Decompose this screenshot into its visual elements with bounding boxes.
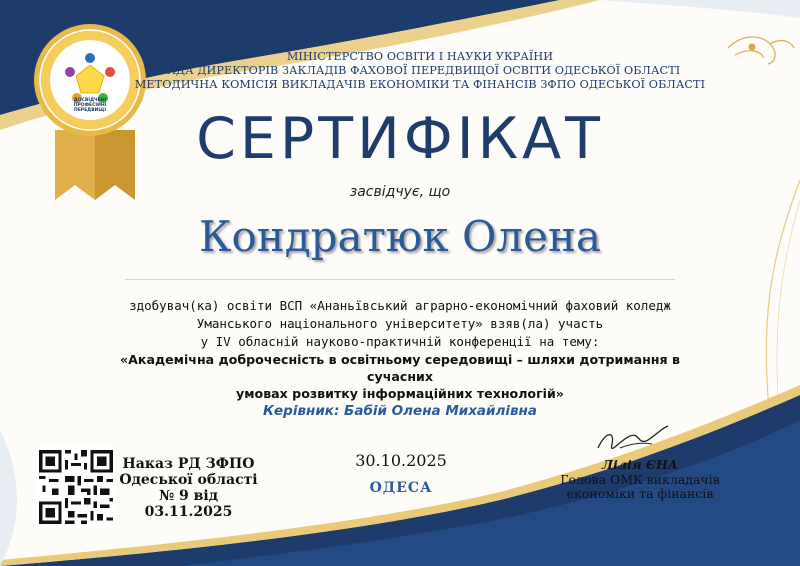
order-line: № 9 від 03.11.2025 [144, 488, 233, 520]
signatory-name: Лілія ЄНА [602, 457, 678, 472]
body-line: Уманського національного університету» взяв(ла) участь [196, 316, 604, 331]
badge-label: ДОСВІДЧЕНІ ПРОФЕСІЙНІ ПЕРЕДВИЩІ [73, 98, 107, 113]
body-line: у IV обласній науково-практичній конференції на тему: [200, 334, 600, 349]
divider [125, 279, 675, 280]
signatory-title: Голова ОМК викладачів [560, 471, 720, 487]
order-line: Одеської області [119, 472, 258, 488]
header-line-commission: МЕТОДИЧНА КОМІСІЯ ВИКЛАДАЧІВ ЕКОНОМІКИ ТА ФІНАНСІВ ЗФПО ОДЕСЬКОЇ ОБЛАСТІ [134, 78, 706, 91]
certificate-body [60, 297, 740, 420]
certificate-subtitle: засвідчує, що [349, 184, 451, 200]
issuer-header [120, 50, 720, 92]
issue-city: ОДЕСА [369, 480, 433, 496]
conference-topic-line: умовах розвитку інформаційних технологій» [236, 386, 564, 401]
header-line-council: РАДА ДИРЕКТОРІВ ЗАКЛАДІВ ФАХОВОЇ ПЕРЕДВИЩОЇ ОСВІТИ ОДЕСЬКОЇ ОБЛАСТІ [159, 64, 681, 77]
order-reference [116, 456, 261, 520]
conference-topic-line: сучасних [367, 369, 433, 384]
order-line: Наказ РД ЗФПО [122, 456, 255, 472]
signatory-title: економіки та фінансів [566, 486, 714, 501]
supervisor-line: Керівник: Бабій Олена Михайлівна [262, 403, 537, 419]
certificate-title: СЕРТИФІКАТ [196, 106, 604, 172]
body-line: здобувач(ка) освіти ВСП «Ананьївський аграрно-економічний фаховий коледж [129, 298, 671, 313]
qr-code[interactable] [36, 446, 116, 528]
issue-date: 30.10.2025 [355, 451, 447, 470]
recipient-name: Кондратюк Олена [199, 212, 601, 261]
header-line-ministry: МІНІСТЕРСТВО ОСВІТИ І НАУКИ УКРАЇНИ [286, 50, 554, 63]
signatory-block [540, 458, 740, 502]
conference-topic-line: «Академічна доброчесність в освітньому середовищі – шляхи дотримання в [120, 352, 680, 367]
